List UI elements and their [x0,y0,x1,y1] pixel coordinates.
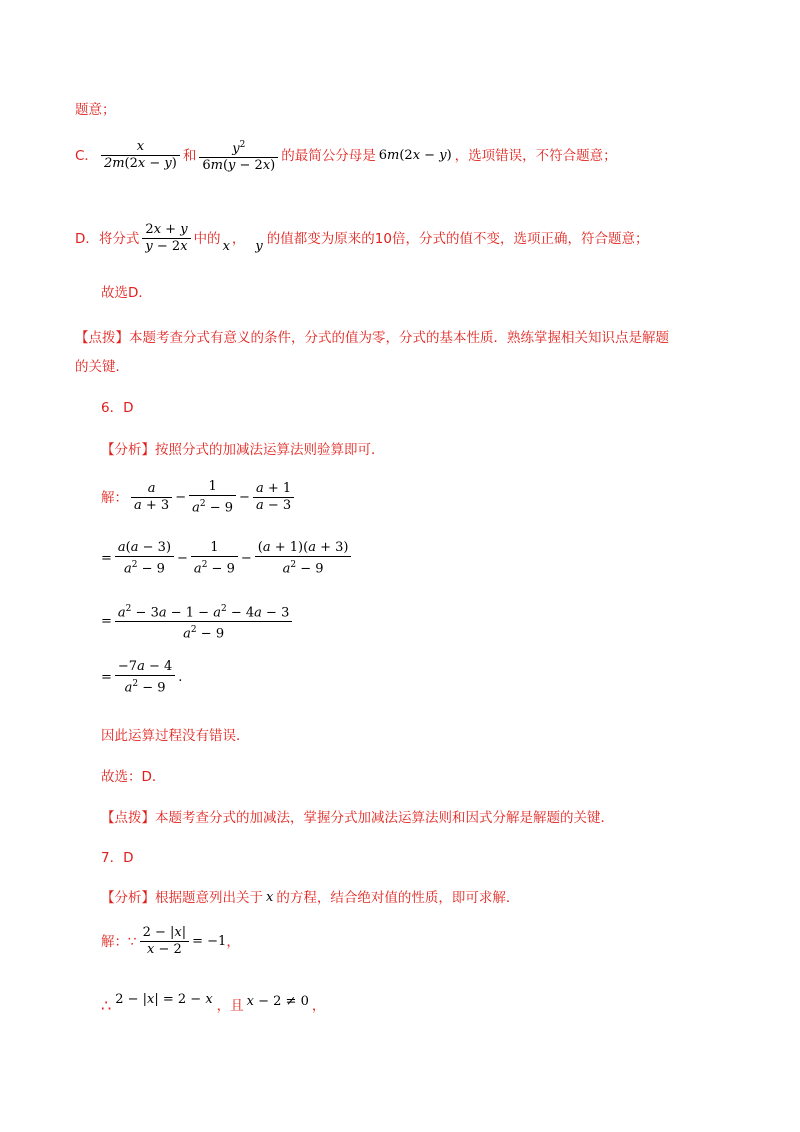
text: 解：∵ [101,933,137,950]
math-expression: = $\frac{a^2 - 3a - 1 - a^2 - 4a - 3}{a^2 - 9}$ [101,601,295,643]
option-c-label: C． [75,147,98,164]
fraction: $\frac{2x + y}{y - 2x}$ [142,222,190,255]
option-d-label: D．将分式 [75,230,140,247]
text-line: 【点拨】本题考查分式的加减法，掌握分式加减法运算法则和因式分解是解题的关键． [101,810,614,826]
math-row [101,540,354,577]
text: 中的 [193,230,221,247]
math-var: x [222,238,230,254]
text-line [101,889,519,907]
question-number: 7．D [101,850,134,866]
text: ， [231,230,246,247]
text: ，且 [216,998,244,1014]
text: ， [226,933,240,950]
option-d [75,222,648,255]
question-number: 6．D [101,400,134,416]
math-row [101,659,182,696]
math-expression: $\frac{a}{a + 3}$ − $\frac{1}{a^2 - 9}$ − $\frac{a + 1}{a - 3}$ [128,479,297,516]
math-expression: = $\frac{a(a - 3)}{a^2 - 9}$ − $\frac{1}{a^2 - 9}$ − $\frac{(a + 1)(a + 3)}{a^2 - 9}$ [101,540,354,577]
math-expression: 6m(2x − y) [378,147,452,163]
text-line: 【点拨】本题考查分式有意义的条件，分式的值为零，分式的基本性质．熟练掌握相关知识点是解题 [75,330,669,346]
text: 的值都变为原来的10倍，分式的值不变，选项正确，符合题意； [266,230,649,247]
math-expression: x − 2 ≠ 0 [246,994,309,1009]
text: 和 [182,147,197,164]
fraction: $\frac{x}{2m(2x - y)}$ [101,139,180,172]
math-expression: 2 − |x| = 2 − x [115,992,213,1007]
fraction: $\frac{y^2}{6m(y - 2x)}$ [199,137,278,174]
text-line: 故选：D． [101,769,166,785]
math-row [101,925,240,958]
math-row [101,601,295,643]
math-var: y [255,238,263,254]
therefore-symbol: ∴ [101,996,112,1015]
math-row [101,479,297,516]
text: ， [311,998,326,1014]
math-row [101,992,326,1015]
text-line: 故选D． [101,285,152,301]
text: 解： [101,489,128,506]
math-expression: = $\frac{-7a - 4}{a^2 - 9}$ . [101,659,183,696]
text: 【分析】根据题意列出关于 [101,890,263,906]
text-line: 题意； [75,102,116,118]
math-expression: $\frac{2 - |x|}{x - 2}$ = −1 [137,925,227,958]
text-line: 因此运算过程没有错误． [101,728,250,744]
option-c [75,137,617,174]
text: 的方程，结合绝对值的性质，即可求解． [276,890,520,906]
math-var: x [266,890,274,905]
text-line: 【分析】按照分式的加减法运算法则验算即可． [101,442,385,458]
text: ，选项错误，不符合题意； [454,147,617,164]
text: 的最简公分母是 [281,147,376,164]
text-line: 的关键． [75,359,129,375]
